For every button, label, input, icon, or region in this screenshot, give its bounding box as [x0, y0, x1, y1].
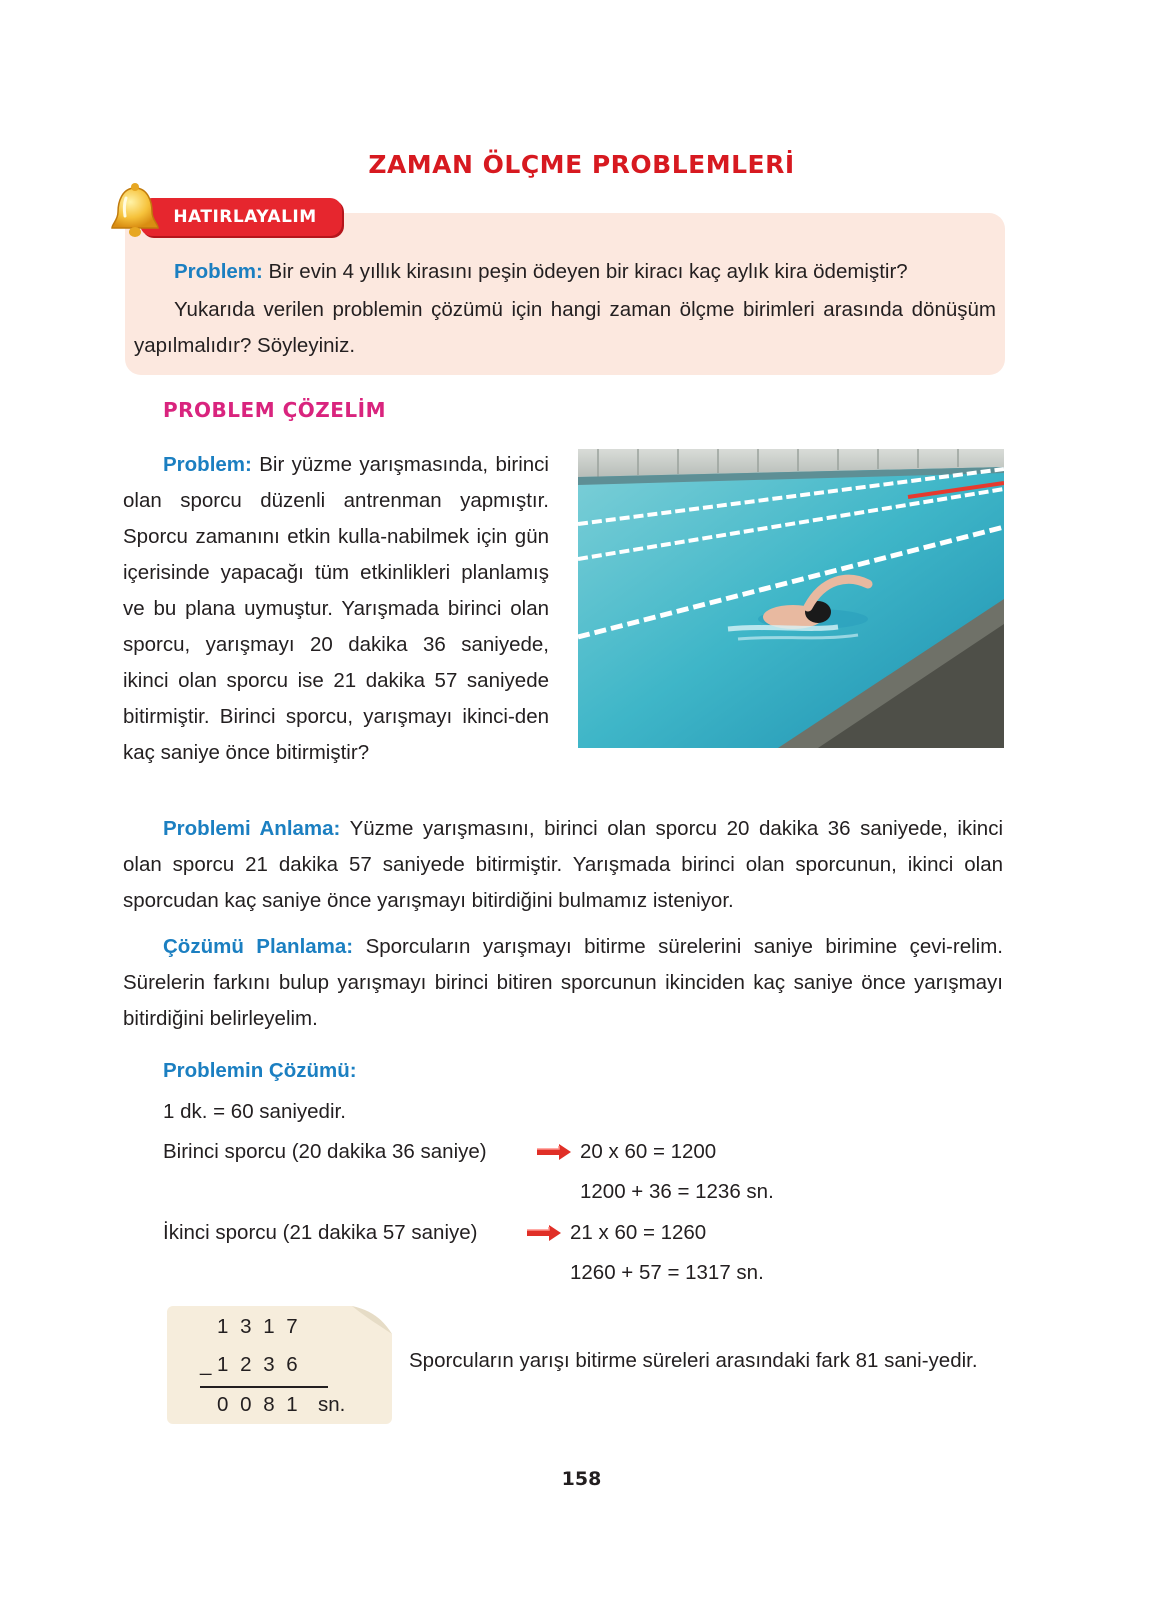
- solution-line-1: 1 dk. = 60 saniyedir.: [163, 1100, 346, 1123]
- problem-text: Bir yüzme yarışmasında, birinci olan sporcu düzenli antrenman yapmıştır. Sporcu zamanını etkin kulla-nabilmek için gün içerisinde yapacağı tüm etkinlikleri planlamış ve bu plana uymuştur. Yarışmada birinci olan sporcu, yarışmayı 20 dakika 36 saniyede, ikinci olan sporcu ise 21 dakika 57 saniyede bitirmiştir. Birinci sporcu, yarışmayı ikinci-den kaç saniye önce bitirmiştir?: [123, 453, 549, 764]
- arrow-right-icon: [527, 1225, 561, 1241]
- remind-question: Yukarıda verilen problemin çözümü için hangi zaman ölçme birimleri arasında dönüşüm yapılmalıdır? Söyleyiniz.: [134, 298, 996, 357]
- understand-label: Problemi Anlama:: [163, 817, 341, 840]
- second-calc-1: 21 x 60 = 1260: [570, 1221, 707, 1244]
- problem-paragraph: [123, 447, 549, 771]
- remind-problem-label: Problem:: [174, 260, 263, 283]
- plan-paragraph: [123, 929, 1003, 1037]
- subtraction-result: 0 0 8 1: [217, 1393, 298, 1416]
- section-heading: PROBLEM ÇÖZELİM: [163, 398, 387, 422]
- second-calc-2: 1260 + 57 = 1317 sn.: [570, 1261, 764, 1284]
- subtraction-unit: sn.: [318, 1393, 346, 1416]
- solution-label: Problemin Çözümü:: [163, 1059, 357, 1082]
- subtraction-row-1: 1 3 1 7: [217, 1315, 298, 1338]
- first-calc-2: 1200 + 36 = 1236 sn.: [580, 1180, 774, 1203]
- plan-text: Sporcuların yarışmayı bitirme sürelerini saniye birimine çevi-relim. Sürelerin farkını bulup yarışmayı birinci bitiren sporcunun ikinciden kaç saniye önce yarışmayı bitirdiğini belirleyelim.: [123, 935, 1003, 1030]
- remind-problem: [134, 254, 996, 290]
- problem-label: Problem:: [163, 453, 252, 476]
- bell-icon: [104, 180, 166, 242]
- swimming-pool-photo: [578, 449, 1004, 748]
- arrow-right-icon: [537, 1144, 571, 1160]
- subtraction-row-2: 1 2 3 6: [217, 1353, 298, 1376]
- second-athlete-label: İkinci sporcu (21 dakika 57 saniye): [163, 1221, 478, 1244]
- subtraction-operator: _: [200, 1353, 212, 1376]
- first-calc-1: 20 x 60 = 1200: [580, 1140, 717, 1163]
- understand-paragraph: [123, 811, 1003, 919]
- remind-problem-text: Bir evin 4 yıllık kirasını peşin ödeyen bir kiracı kaç aylık kira ödemiştir?: [262, 260, 908, 283]
- page-title: ZAMAN ÖLÇME PROBLEMLERİ: [368, 150, 795, 179]
- understand-text: Yüzme yarışmasını, birinci olan sporcu 20 dakika 36 saniyede, ikinci olan sporcu 21 dakika 57 saniyede bitirmiştir. Yarışmada birinci olan sporcunun, ikinci olan sporcudan kaç saniye önce yarışmayı bitirdiğini bulmamız isteniyor.: [123, 817, 1003, 912]
- remind-tab-label: HATIRLAYALIM: [173, 207, 317, 227]
- plan-label: Çözümü Planlama:: [163, 935, 354, 958]
- first-athlete-label: Birinci sporcu (20 dakika 36 saniye): [163, 1140, 487, 1163]
- page-curl-icon: [352, 1306, 392, 1334]
- page-number: 158: [561, 1468, 602, 1490]
- conclusion-text: Sporcuların yarışı bitirme süreleri arasındaki fark 81 sani-yedir.: [409, 1349, 978, 1372]
